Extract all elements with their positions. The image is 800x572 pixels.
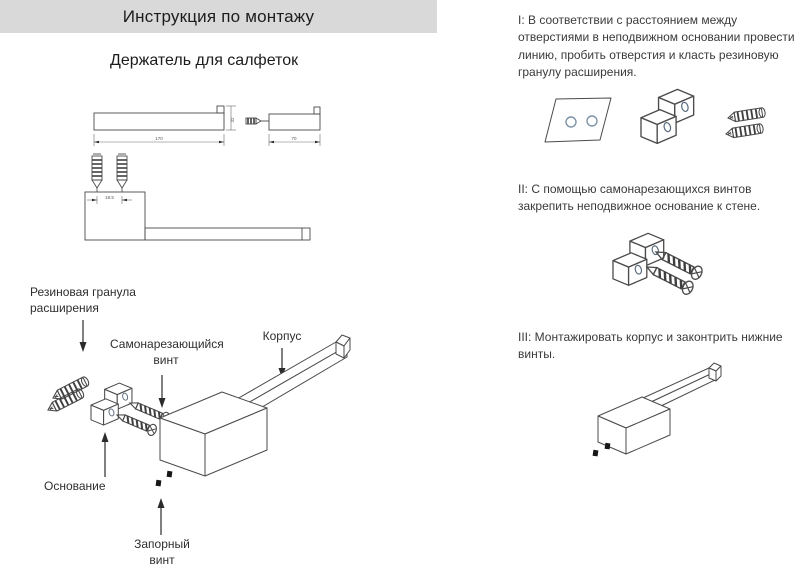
page-title: Инструкция по монтажу: [122, 6, 315, 26]
step-3-text: III: Монтажировать корпус и законтрить нижние винты.: [518, 330, 783, 362]
lock-screw-icon: [156, 480, 162, 487]
step-1-illustration: [530, 85, 778, 173]
dim-height: 32: [230, 117, 235, 123]
dim-hole-spacing: 18.5: [105, 195, 114, 200]
step-2-text: II: С помощью самонарезающихся винтов закрепить неподвижное основание к стене.: [518, 182, 761, 214]
base-illustration: [91, 383, 132, 425]
label-base: Основание: [44, 479, 106, 493]
screw-illustration: [115, 410, 158, 437]
assembled-holder-illustration: [598, 363, 721, 454]
front-view-drawing: [246, 107, 320, 146]
side-view-drawing: [94, 106, 236, 146]
screw-illustration: [644, 261, 695, 296]
tech-drawing-top-views: [88, 100, 338, 152]
mount-screw-icon: [117, 154, 127, 192]
title-band: [0, 0, 437, 33]
base-illustration: [613, 233, 664, 285]
mount-screw-icon: [92, 154, 102, 192]
label-body: Корпус: [262, 329, 302, 343]
dim-depth: 70: [291, 136, 297, 141]
step-2-illustration: [600, 225, 730, 305]
lock-screw-icon: [605, 443, 611, 450]
step-3-illustration: [585, 352, 775, 467]
step-1-text: I: В соответствии с расстоянием между отверстиями в неподвижном основании провести линию, пробить отверстия и класть резиновую гранулу расширения.: [518, 13, 795, 80]
arrow-up-icon: [158, 498, 165, 535]
dowel-illustration: [725, 123, 764, 138]
dowel-illustration: [727, 107, 766, 122]
lock-screw-icon: [167, 471, 173, 478]
label-lock-screw: Запорный винт: [134, 537, 190, 567]
arrow-down-icon: [80, 320, 87, 352]
wall-plate-illustration: [545, 98, 611, 142]
body-illustration: [160, 335, 350, 476]
tech-drawing-mount-view: [75, 152, 315, 252]
screw-icon: [246, 118, 269, 124]
arrow-up-icon: [102, 432, 109, 477]
exploded-diagram: [25, 310, 385, 545]
dim-length: 170: [155, 136, 163, 141]
arrow-down-icon: [159, 375, 166, 408]
label-screw: Самонарезающийся винт: [110, 337, 224, 367]
label-dowel: Резиновая гранула расширения: [30, 285, 136, 315]
lock-screw-icon: [593, 450, 599, 457]
base-illustration: [641, 89, 694, 143]
dowel-illustration: [46, 388, 85, 415]
product-subtitle: Держатель для салфеток: [110, 52, 299, 69]
